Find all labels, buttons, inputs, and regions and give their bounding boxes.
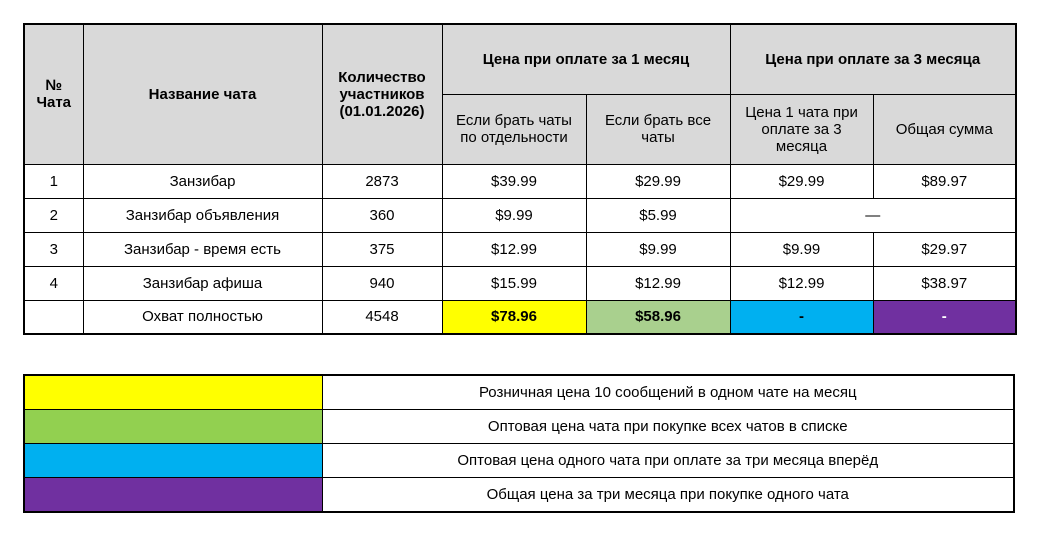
cell-num: 1	[24, 164, 83, 198]
cell-num: 4	[24, 266, 83, 300]
table-row	[24, 266, 1016, 300]
header-all-chats: Если брать все чаты	[586, 94, 730, 164]
header-members-count: Количество участников (01.01.2026)	[322, 24, 442, 164]
legend-text: Общая цена за три месяца при покупке одного чата	[322, 478, 1014, 513]
header-price-3-months: Цена при оплате за 3 месяца	[730, 24, 1016, 94]
table-row	[24, 164, 1016, 198]
cell-total-sum-total: -	[873, 300, 1016, 334]
cell-members: 4548	[322, 300, 442, 334]
legend-row	[24, 375, 1014, 410]
cell-separately: $12.99	[442, 232, 586, 266]
legend-text: Розничная цена 10 сообщений в одном чате на месяц	[322, 375, 1014, 410]
header-total-sum: Общая сумма	[873, 94, 1016, 164]
cell-name: Охват полностью	[83, 300, 322, 334]
cell-name: Занзибар	[83, 164, 322, 198]
cell-members: 375	[322, 232, 442, 266]
cell-num	[24, 300, 83, 334]
cell-all: $29.99	[586, 164, 730, 198]
cell-separately: $39.99	[442, 164, 586, 198]
legend-text: Оптовая цена чата при покупке всех чатов в списке	[322, 410, 1014, 444]
cell-num: 2	[24, 198, 83, 232]
cell-total: $38.97	[873, 266, 1016, 300]
header-one-chat-3-months: Цена 1 чата при оплате за 3 месяца	[730, 94, 873, 164]
cell-one-3m: $12.99	[730, 266, 873, 300]
cell-separately: $9.99	[442, 198, 586, 232]
header-chat-number: № Чата	[24, 24, 83, 164]
cell-one-3m: $9.99	[730, 232, 873, 266]
cell-num: 3	[24, 232, 83, 266]
header-row	[24, 24, 1016, 94]
cell-total: $29.97	[873, 232, 1016, 266]
cell-members: 2873	[322, 164, 442, 198]
header-price-1-month: Цена при оплате за 1 месяц	[442, 24, 730, 94]
cell-name: Занзибар объявления	[83, 198, 322, 232]
legend-row	[24, 444, 1014, 478]
cell-total: $89.97	[873, 164, 1016, 198]
price-table	[23, 23, 1017, 335]
cell-members: 940	[322, 266, 442, 300]
cell-merged-3m: —	[730, 198, 1016, 232]
header-separately: Если брать чаты по отдельности	[442, 94, 586, 164]
header-chat-name: Название чата	[83, 24, 322, 164]
cell-all: $5.99	[586, 198, 730, 232]
total-row	[24, 300, 1016, 334]
cell-one-3m-total: -	[730, 300, 873, 334]
legend-swatch-green	[24, 410, 322, 444]
cell-all: $9.99	[586, 232, 730, 266]
legend-row	[24, 478, 1014, 513]
legend-text: Оптовая цена одного чата при оплате за три месяца вперёд	[322, 444, 1014, 478]
cell-one-3m: $29.99	[730, 164, 873, 198]
legend-swatch-yellow	[24, 375, 322, 410]
table-row	[24, 198, 1016, 232]
legend-swatch-blue	[24, 444, 322, 478]
cell-name: Занзибар афиша	[83, 266, 322, 300]
cell-members: 360	[322, 198, 442, 232]
cell-all-total: $58.96	[586, 300, 730, 334]
legend-swatch-purple	[24, 478, 322, 513]
legend-row	[24, 410, 1014, 444]
cell-all: $12.99	[586, 266, 730, 300]
table-row	[24, 232, 1016, 266]
legend-table	[23, 374, 1015, 513]
cell-name: Занзибар - время есть	[83, 232, 322, 266]
cell-separately-total: $78.96	[442, 300, 586, 334]
cell-separately: $15.99	[442, 266, 586, 300]
